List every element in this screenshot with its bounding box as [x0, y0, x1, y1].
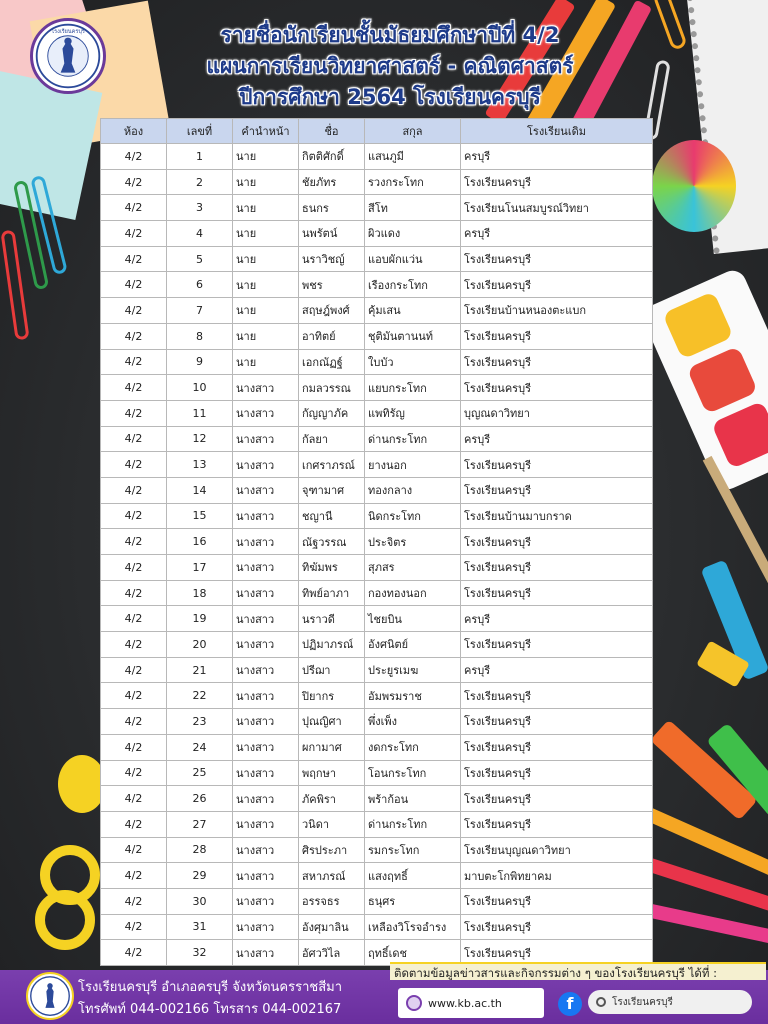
cell-room: 4/2 [101, 246, 167, 272]
cell-first-name: อาทิตย์ [299, 323, 365, 349]
cell-room: 4/2 [101, 709, 167, 735]
cell-previous-school: โรงเรียนครบุรี [461, 272, 653, 298]
cell-last-name: ด่านกระโทก [365, 811, 461, 837]
cell-room: 4/2 [101, 632, 167, 658]
cell-first-name: สฤษฎ์พงศ์ [299, 298, 365, 324]
table-row [101, 606, 653, 632]
title-line-2: แผนการเรียนวิทยาศาสตร์ - คณิตศาสตร์ [206, 54, 574, 78]
cell-first-name: อัศววิไล [299, 940, 365, 966]
cell-last-name: ธนุศร [365, 888, 461, 914]
table-row [101, 734, 653, 760]
cell-number: 17 [167, 555, 233, 581]
cell-last-name: พึ่งเพ็ง [365, 709, 461, 735]
cell-first-name: อังศุมาลิน [299, 914, 365, 940]
cell-prefix: นางสาว [233, 914, 299, 940]
cell-room: 4/2 [101, 426, 167, 452]
cell-number: 5 [167, 246, 233, 272]
table-row [101, 709, 653, 735]
cell-previous-school: ครบุรี [461, 606, 653, 632]
cell-room: 4/2 [101, 914, 167, 940]
cell-first-name: ปฏิมาภรณ์ [299, 632, 365, 658]
cell-prefix: นางสาว [233, 375, 299, 401]
footer-follow-text: ติดตามข้อมูลข่าวสารและกิจกรรมต่าง ๆ ของโรงเรียนครบุรี ได้ที่ : [390, 962, 766, 980]
cell-last-name: ผิวแดง [365, 221, 461, 247]
cell-first-name: กมลวรรณ [299, 375, 365, 401]
cell-number: 27 [167, 811, 233, 837]
footer-school-address: โรงเรียนครบุรี อำเภอครบุรี จังหวัดนครราชสีมา [78, 980, 343, 995]
paperclip-decoration [0, 230, 29, 341]
cell-first-name: พฤกษา [299, 760, 365, 786]
cell-previous-school: โรงเรียนบ้านมาบกราด [461, 503, 653, 529]
cell-first-name: ชัยภัทร [299, 169, 365, 195]
cell-number: 23 [167, 709, 233, 735]
footer-phone: โทรศัพท์ 044-002166 โทรสาร 044-002167 [78, 1002, 342, 1017]
cell-last-name: โอนกระโทก [365, 760, 461, 786]
cell-room: 4/2 [101, 477, 167, 503]
table-row [101, 144, 653, 170]
cell-number: 13 [167, 452, 233, 478]
cell-last-name: แสนภูมี [365, 144, 461, 170]
cell-first-name: ผกามาศ [299, 734, 365, 760]
cell-room: 4/2 [101, 169, 167, 195]
cell-number: 4 [167, 221, 233, 247]
cell-prefix: นาย [233, 246, 299, 272]
cell-last-name: ทองกลาง [365, 477, 461, 503]
cell-first-name: พชร [299, 272, 365, 298]
cell-previous-school: ครบุรี [461, 426, 653, 452]
cell-first-name: ทิพย์อาภา [299, 580, 365, 606]
column-header-room: ห้อง [101, 119, 167, 144]
cell-number: 2 [167, 169, 233, 195]
cell-first-name: ธนกร [299, 195, 365, 221]
cell-number: 31 [167, 914, 233, 940]
cell-last-name: คุ้มเสน [365, 298, 461, 324]
table-row [101, 888, 653, 914]
cell-last-name: แพทิรัญ [365, 400, 461, 426]
cell-first-name: เอกณัฏฐ์ [299, 349, 365, 375]
cell-first-name: ณัฐวรรณ [299, 529, 365, 555]
cell-prefix: นางสาว [233, 606, 299, 632]
cell-number: 12 [167, 426, 233, 452]
cell-number: 30 [167, 888, 233, 914]
cell-previous-school: โรงเรียนครบุรี [461, 940, 653, 966]
cell-previous-school: โรงเรียนครบุรี [461, 529, 653, 555]
cell-number: 18 [167, 580, 233, 606]
cell-prefix: นางสาว [233, 837, 299, 863]
cell-last-name: ด่านกระโทก [365, 426, 461, 452]
table-row [101, 529, 653, 555]
cell-room: 4/2 [101, 760, 167, 786]
school-emblem-icon [26, 972, 74, 1020]
cell-room: 4/2 [101, 555, 167, 581]
cell-last-name: ประจิตร [365, 529, 461, 555]
cell-room: 4/2 [101, 375, 167, 401]
rubber-band-ball-decoration [652, 140, 736, 232]
table-row [101, 246, 653, 272]
cell-prefix: นางสาว [233, 529, 299, 555]
cell-room: 4/2 [101, 529, 167, 555]
cell-number: 11 [167, 400, 233, 426]
cell-number: 22 [167, 683, 233, 709]
cell-prefix: นางสาว [233, 888, 299, 914]
cell-last-name: รมกระโทก [365, 837, 461, 863]
cell-last-name: นิดกระโทก [365, 503, 461, 529]
cell-room: 4/2 [101, 323, 167, 349]
title-line-3: ปีการศึกษา 2564 โรงเรียนครบุรี [239, 85, 541, 109]
cell-number: 20 [167, 632, 233, 658]
table-row [101, 169, 653, 195]
table-row [101, 452, 653, 478]
cell-prefix: นางสาว [233, 452, 299, 478]
table-row [101, 914, 653, 940]
cell-previous-school: โรงเรียนครบุรี [461, 477, 653, 503]
cell-prefix: นางสาว [233, 940, 299, 966]
facebook-search-box[interactable] [588, 990, 752, 1014]
table-row [101, 426, 653, 452]
cell-first-name: นราวดี [299, 606, 365, 632]
cell-number: 19 [167, 606, 233, 632]
cell-first-name: กิตติศักดิ์ [299, 144, 365, 170]
cell-first-name: กัลยา [299, 426, 365, 452]
table-row [101, 657, 653, 683]
cell-first-name: ชญานี [299, 503, 365, 529]
cell-previous-school: โรงเรียนครบุรี [461, 734, 653, 760]
cell-prefix: นางสาว [233, 400, 299, 426]
school-emblem-icon [30, 18, 106, 94]
cell-number: 8 [167, 323, 233, 349]
cell-room: 4/2 [101, 657, 167, 683]
cell-first-name: วนิดา [299, 811, 365, 837]
cell-last-name: พร้าก้อน [365, 786, 461, 812]
cell-prefix: นางสาว [233, 426, 299, 452]
cell-prefix: นาย [233, 349, 299, 375]
table-row [101, 863, 653, 889]
cell-previous-school: โรงเรียนโนนสมบูรณ์วิทยา [461, 195, 653, 221]
cell-last-name: งดกระโทก [365, 734, 461, 760]
cell-previous-school: โรงเรียนครบุรี [461, 632, 653, 658]
table-row [101, 811, 653, 837]
cell-first-name: ศิรประภา [299, 837, 365, 863]
cell-room: 4/2 [101, 195, 167, 221]
website-link[interactable] [398, 988, 544, 1018]
cell-prefix: นางสาว [233, 863, 299, 889]
cell-prefix: นางสาว [233, 709, 299, 735]
cell-previous-school: โรงเรียนครบุรี [461, 760, 653, 786]
column-header-prefix: คำนำหน้า [233, 119, 299, 144]
cell-room: 4/2 [101, 580, 167, 606]
cell-room: 4/2 [101, 940, 167, 966]
table-row [101, 400, 653, 426]
cell-first-name: สหาภรณ์ [299, 863, 365, 889]
cell-prefix: นางสาว [233, 657, 299, 683]
cell-first-name: ปิยากร [299, 683, 365, 709]
cell-last-name: สุภสร [365, 555, 461, 581]
cell-room: 4/2 [101, 811, 167, 837]
table-row [101, 272, 653, 298]
search-icon [596, 997, 606, 1007]
table-row [101, 786, 653, 812]
cell-number: 32 [167, 940, 233, 966]
cell-last-name: แอบผักแว่น [365, 246, 461, 272]
cell-last-name: ยางนอก [365, 452, 461, 478]
table-row [101, 323, 653, 349]
cell-previous-school: โรงเรียนครบุรี [461, 452, 653, 478]
cell-prefix: นางสาว [233, 477, 299, 503]
student-list-table [100, 118, 652, 966]
table-row [101, 349, 653, 375]
cell-room: 4/2 [101, 683, 167, 709]
cell-last-name: ไชยบิน [365, 606, 461, 632]
cell-first-name: อรรจธร [299, 888, 365, 914]
cell-previous-school: โรงเรียนครบุรี [461, 580, 653, 606]
cell-prefix: นางสาว [233, 580, 299, 606]
cell-previous-school: โรงเรียนครบุรี [461, 888, 653, 914]
cell-number: 25 [167, 760, 233, 786]
cell-number: 1 [167, 144, 233, 170]
cell-previous-school: โรงเรียนครบุรี [461, 709, 653, 735]
cell-previous-school: โรงเรียนครบุรี [461, 811, 653, 837]
cell-room: 4/2 [101, 734, 167, 760]
table-row [101, 632, 653, 658]
cell-last-name: สีโท [365, 195, 461, 221]
website-url: www.kb.ac.th [428, 996, 502, 1010]
table-row [101, 683, 653, 709]
cell-number: 6 [167, 272, 233, 298]
cell-prefix: นาย [233, 221, 299, 247]
column-header-last-name: สกุล [365, 119, 461, 144]
cell-number: 29 [167, 863, 233, 889]
cell-number: 26 [167, 786, 233, 812]
cell-number: 9 [167, 349, 233, 375]
page-title [120, 20, 660, 113]
cell-last-name: ประยูรเมฆ [365, 657, 461, 683]
cell-last-name: เหลืองวิโรจอำรง [365, 914, 461, 940]
facebook-icon[interactable]: f [558, 992, 582, 1016]
cell-first-name: ปุณญิศา [299, 709, 365, 735]
cell-previous-school: มาบตะโกพิทยาคม [461, 863, 653, 889]
cell-room: 4/2 [101, 144, 167, 170]
cell-prefix: นางสาว [233, 786, 299, 812]
table-row [101, 477, 653, 503]
lemon-decoration [58, 755, 106, 813]
cell-room: 4/2 [101, 221, 167, 247]
cell-number: 21 [167, 657, 233, 683]
cell-room: 4/2 [101, 452, 167, 478]
cell-last-name: แยบกระโทก [365, 375, 461, 401]
cell-previous-school: โรงเรียนบ้านหนองตะแบก [461, 298, 653, 324]
cell-number: 24 [167, 734, 233, 760]
cell-number: 10 [167, 375, 233, 401]
column-header-number: เลขที่ [167, 119, 233, 144]
cell-prefix: นาย [233, 272, 299, 298]
table-row [101, 221, 653, 247]
cell-first-name: ปรีฌา [299, 657, 365, 683]
cell-prefix: นาย [233, 323, 299, 349]
cell-prefix: นางสาว [233, 683, 299, 709]
cell-last-name: ฤทธิ์เดช [365, 940, 461, 966]
cell-number: 28 [167, 837, 233, 863]
cell-previous-school: โรงเรียนครบุรี [461, 914, 653, 940]
table-row [101, 555, 653, 581]
cell-first-name: ทิฆัมพร [299, 555, 365, 581]
footer-bar [0, 966, 768, 1024]
cell-first-name: กัญญาภัค [299, 400, 365, 426]
table-row [101, 375, 653, 401]
column-header-first-name: ชื่อ [299, 119, 365, 144]
pencil-decoration [642, 903, 768, 948]
table-row [101, 580, 653, 606]
cell-last-name: อัมพรมราช [365, 683, 461, 709]
cell-last-name: ใบบัว [365, 349, 461, 375]
cell-prefix: นาย [233, 298, 299, 324]
cell-previous-school: โรงเรียนครบุรี [461, 323, 653, 349]
cell-room: 4/2 [101, 837, 167, 863]
table-header-row [101, 119, 653, 144]
cell-room: 4/2 [101, 863, 167, 889]
cell-last-name: รวงกระโทก [365, 169, 461, 195]
table-row [101, 837, 653, 863]
cell-previous-school: โรงเรียนครบุรี [461, 349, 653, 375]
cell-room: 4/2 [101, 888, 167, 914]
cell-previous-school: โรงเรียนครบุรี [461, 786, 653, 812]
globe-icon [406, 995, 422, 1011]
cell-prefix: นางสาว [233, 555, 299, 581]
cell-number: 16 [167, 529, 233, 555]
cell-first-name: ภัคพิรา [299, 786, 365, 812]
cell-previous-school: ครบุรี [461, 657, 653, 683]
cell-number: 15 [167, 503, 233, 529]
cell-room: 4/2 [101, 606, 167, 632]
cell-previous-school: ครบุรี [461, 144, 653, 170]
table-row [101, 195, 653, 221]
cell-previous-school: โรงเรียนครบุรี [461, 246, 653, 272]
cell-room: 4/2 [101, 786, 167, 812]
cell-previous-school: โรงเรียนครบุรี [461, 683, 653, 709]
cell-first-name: นพรัตน์ [299, 221, 365, 247]
cell-room: 4/2 [101, 503, 167, 529]
cell-prefix: นาย [233, 144, 299, 170]
column-header-previous-school: โรงเรียนเดิม [461, 119, 653, 144]
cell-room: 4/2 [101, 272, 167, 298]
cell-previous-school: โรงเรียนครบุรี [461, 555, 653, 581]
cell-previous-school: โรงเรียนครบุรี [461, 169, 653, 195]
cell-first-name: นราวิชญ์ [299, 246, 365, 272]
facebook-search-text: โรงเรียนครบุรี [612, 996, 673, 1008]
cell-previous-school: ครบุรี [461, 221, 653, 247]
cell-prefix: นาย [233, 169, 299, 195]
cell-previous-school: บุญณดาวิทยา [461, 400, 653, 426]
cell-number: 14 [167, 477, 233, 503]
cell-prefix: นางสาว [233, 760, 299, 786]
logo-label: โรงเรียนครบุรี [51, 28, 85, 35]
cell-previous-school: โรงเรียนบุญณดาวิทยา [461, 837, 653, 863]
cell-prefix: นางสาว [233, 811, 299, 837]
table-row [101, 503, 653, 529]
cell-first-name: จุฑามาศ [299, 477, 365, 503]
title-line-1: รายชื่อนักเรียนชั้นมัธยมศึกษาปีที่ 4/2 [220, 23, 560, 47]
cell-prefix: นางสาว [233, 632, 299, 658]
cell-first-name: เกศราภรณ์ [299, 452, 365, 478]
scissors-decoration [35, 890, 95, 950]
cell-number: 3 [167, 195, 233, 221]
cell-last-name: เรืองกระโทก [365, 272, 461, 298]
cell-previous-school: โรงเรียนครบุรี [461, 375, 653, 401]
cell-last-name: แสงฤทธิ์ [365, 863, 461, 889]
cell-room: 4/2 [101, 400, 167, 426]
cell-last-name: อังศนิตย์ [365, 632, 461, 658]
cell-last-name: ชุติมันตานนท์ [365, 323, 461, 349]
cell-room: 4/2 [101, 349, 167, 375]
cell-number: 7 [167, 298, 233, 324]
cell-room: 4/2 [101, 298, 167, 324]
table-row [101, 760, 653, 786]
table-row [101, 298, 653, 324]
cell-prefix: นางสาว [233, 734, 299, 760]
cell-prefix: นาย [233, 195, 299, 221]
cell-prefix: นางสาว [233, 503, 299, 529]
cell-last-name: กองทองนอก [365, 580, 461, 606]
